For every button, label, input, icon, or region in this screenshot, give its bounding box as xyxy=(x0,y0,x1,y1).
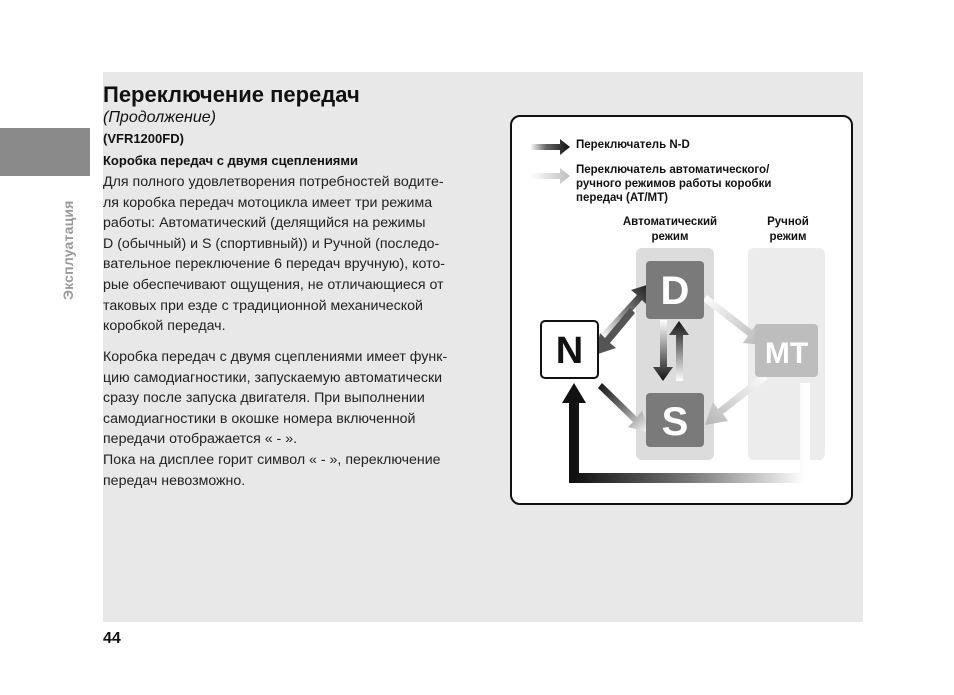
legend-light-arrow xyxy=(530,168,570,184)
text-line: Коробка передач с двумя сцеплениями имеет функ- xyxy=(103,349,448,365)
dark-arrow-d-to-n xyxy=(595,308,635,355)
section-heading: Коробка передач с двумя сцеплениями xyxy=(103,153,358,168)
text-line: вательное переключение 6 передач вручную), кото- xyxy=(103,256,446,273)
mode-s-label: S xyxy=(661,400,689,444)
mode-mt-label: MT xyxy=(764,337,809,370)
text-line: передачи отображается « - ». xyxy=(103,431,298,448)
section-label: Эксплуатация xyxy=(60,200,76,300)
text-line: передач (AT/MT) xyxy=(576,192,668,204)
page-subtitle: (Продолжение) xyxy=(103,109,216,126)
text-line: D (обычный) и S (спортивный)) и Ручной (последо- xyxy=(103,235,440,252)
mode-n-box xyxy=(541,321,598,378)
legend-dark-arrow xyxy=(530,139,570,155)
text-line: Для полного удовлетворения потребностей водите- xyxy=(103,174,444,190)
legend-atmt-switch xyxy=(576,163,771,205)
text-line: цию самодиагностики, запускаемую автоматически xyxy=(103,369,443,386)
text-line: Переключатель автоматического/ xyxy=(576,164,770,176)
text-line: таковых при езде с традиционной механической xyxy=(103,297,423,314)
text-line: ручного режимов работы коробки xyxy=(576,178,772,190)
model-code: (VFR1200FD) xyxy=(103,131,184,146)
section-tab-marker xyxy=(0,128,90,176)
auto-mode-label: Автоматический режим xyxy=(622,216,718,243)
page-title: Переключение передач xyxy=(103,82,360,107)
page-number: 44 xyxy=(103,630,121,647)
text-line: передач невозможно. xyxy=(103,472,246,489)
mode-d-label: D xyxy=(660,269,690,313)
text-line: сразу после запуска двигателя. При выполнении xyxy=(103,390,425,407)
legend-nd-switch: Переключатель N-D xyxy=(576,139,690,151)
text-line: ля коробка передач мотоцикла имеет три режима xyxy=(103,194,433,211)
mode-mt-box xyxy=(755,324,818,377)
paragraph-shift-blocked xyxy=(103,450,463,491)
paragraph-modes xyxy=(103,172,463,337)
text-line: коробкой передач. xyxy=(103,318,226,335)
text-line: работы: Автоматический (делящийся на режимы xyxy=(103,215,426,232)
mode-d-box xyxy=(646,261,704,319)
text-line: Пока на дисплее горит символ « - », переключение xyxy=(103,452,441,468)
manual-mode-label: Ручной режим xyxy=(767,216,809,243)
mode-n-label: N xyxy=(555,330,584,372)
paragraph-self-diagnostics xyxy=(103,347,463,450)
text-line: рые обеспечивают ощущения, не отличающиеся от xyxy=(103,276,444,293)
text-line: самодиагностики в окошке номера включенной xyxy=(103,410,416,427)
mode-s-box xyxy=(646,393,704,447)
